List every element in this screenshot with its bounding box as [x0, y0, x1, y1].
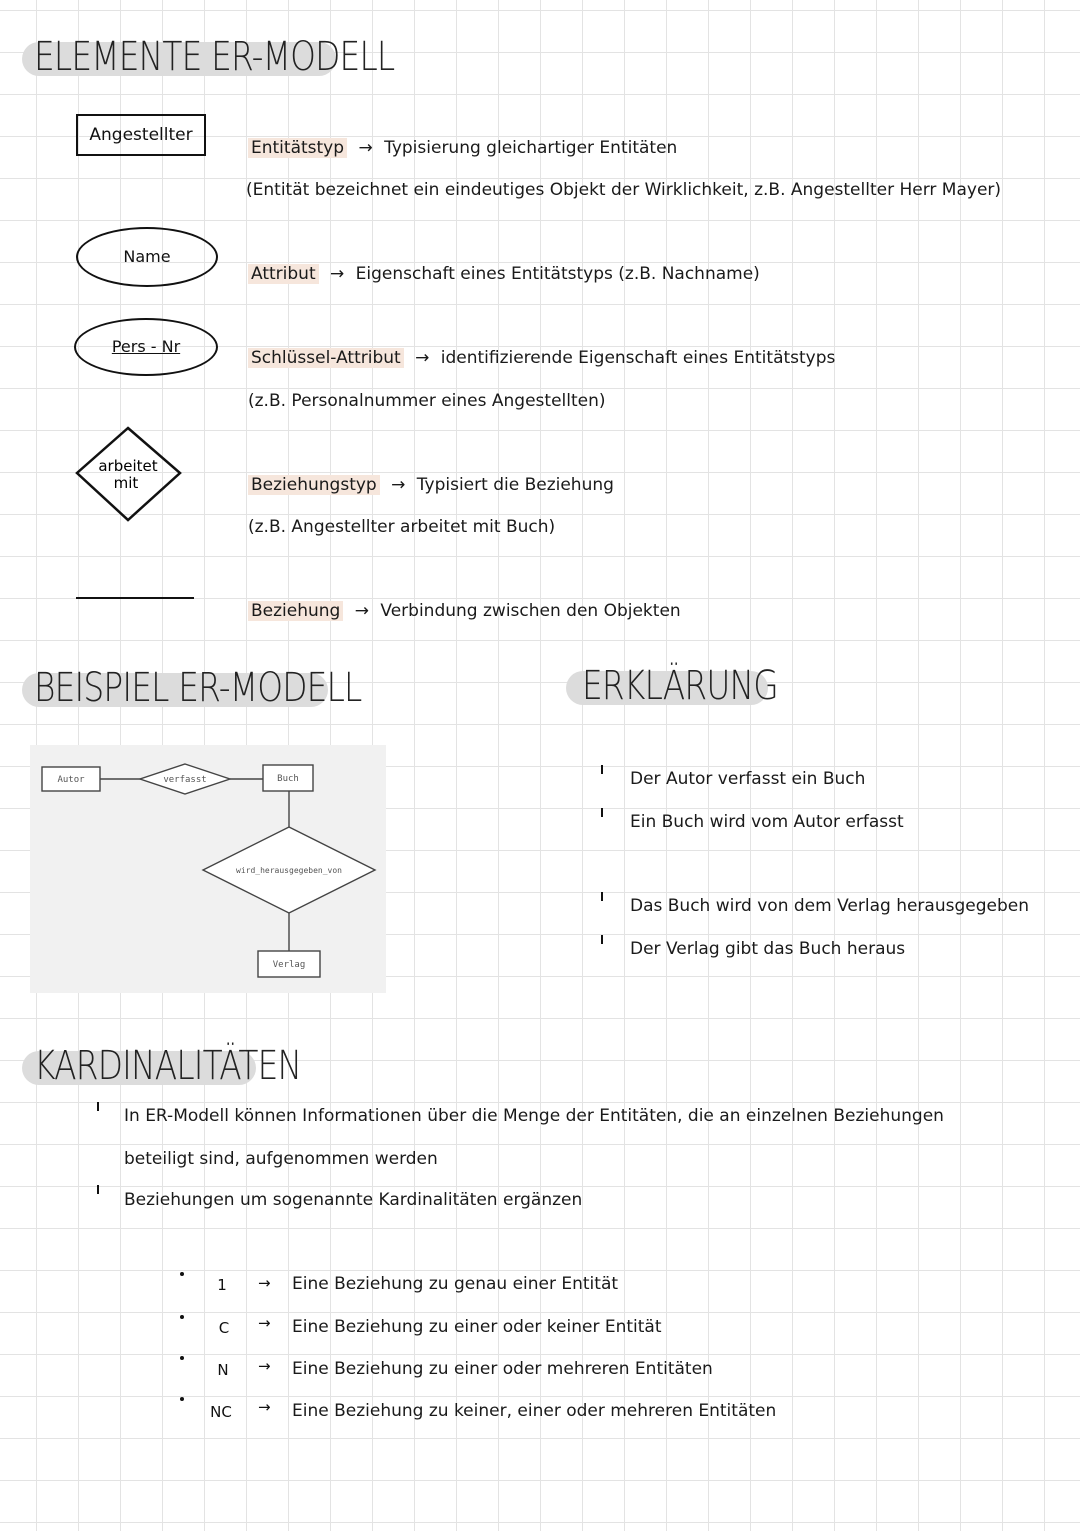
entity-symbol-label: Angestellter [89, 125, 193, 145]
cardinality-symbol: 1 [217, 1276, 227, 1294]
line-def: Verbindung zwischen den Objekten [380, 601, 681, 621]
cardinality-symbol: NC [210, 1403, 232, 1421]
entity-symbol [76, 114, 206, 156]
key-term: Schlüssel-Attribut [248, 348, 404, 368]
entity-note: (Entität bezeichnet ein eindeutiges Objekt der Wirklichkeit, z.B. Angestellter Herr Mayer) [246, 180, 1002, 200]
arrow: → [258, 1398, 271, 1416]
bullet-dot [180, 1315, 184, 1319]
cardinality-text: Eine Beziehung zu einer oder mehreren Entitäten [292, 1359, 713, 1379]
arrow: → [358, 138, 373, 158]
arrow: → [258, 1274, 271, 1292]
entity-term: Entitätstyp [248, 138, 347, 158]
attribute-symbol [76, 227, 218, 287]
explanation-item: Der Autor verfasst ein Buch [630, 769, 866, 789]
bullet-dash [601, 765, 603, 774]
relationship-symbol-line2: mit [113, 474, 139, 492]
line-definition [248, 601, 681, 621]
cardinality-text: Eine Beziehung zu genau einer Entität [292, 1274, 619, 1294]
line-term: Beziehung [248, 601, 343, 621]
key-note: (z.B. Personalnummer eines Angestellten) [248, 391, 606, 411]
entity-autor-label: Autor [57, 775, 85, 785]
relationship-verfasst-label: verfasst [163, 775, 207, 785]
bullet-dot [180, 1397, 184, 1401]
arrow: → [354, 601, 369, 621]
arrow: → [391, 475, 406, 495]
entity-def: Typisierung gleichartiger Entitäten [384, 138, 678, 158]
bullet-dash [601, 935, 603, 944]
arrow: → [258, 1357, 271, 1375]
heading-elemente: ELEMENTE ER-MODELL [34, 34, 395, 80]
explanation-item: Das Buch wird von dem Verlag herausgegeben [630, 896, 1029, 916]
er-diagram [30, 745, 386, 993]
bullet-dot [180, 1272, 184, 1276]
arrow: → [330, 264, 345, 284]
relationship-symbol [74, 426, 184, 522]
entity-buch-label: Buch [277, 774, 299, 784]
relationship-definition [248, 475, 614, 495]
explanation-item: Der Verlag gibt das Buch heraus [630, 939, 906, 959]
heading-beispiel: BEISPIEL ER-MODELL [34, 665, 362, 711]
relationship-symbol-line1: arbeitet [98, 457, 158, 475]
cardinality-symbol: N [217, 1361, 229, 1379]
relationship-note: (z.B. Angestellter arbeitet mit Buch) [248, 517, 556, 537]
attribute-def: Eigenschaft eines Entitätstyps (z.B. Nachname) [355, 264, 760, 284]
relationship-def: Typisiert die Beziehung [416, 475, 614, 495]
relationship-term: Beziehungstyp [248, 475, 380, 495]
key-definition [248, 348, 835, 368]
attribute-definition [248, 264, 760, 284]
key-def: identifizierende Eigenschaft eines Entitätstyps [440, 348, 836, 368]
attribute-term: Attribut [248, 264, 319, 284]
entity-definition [248, 138, 677, 158]
bullet-dash [601, 892, 603, 901]
bullet-dot [180, 1356, 184, 1360]
bullet-dash [97, 1102, 99, 1111]
key-attribute-symbol [74, 318, 218, 376]
arrow: → [415, 348, 430, 368]
cardinality-symbol: C [218, 1319, 230, 1337]
entity-verlag-label: Verlag [272, 960, 306, 970]
kardinalitaeten-intro-1: In ER-Modell können Informationen über die Menge der Entitäten, die an einzelnen Beziehungen [124, 1106, 944, 1126]
kardinalitaeten-intro-2: beteiligt sind, aufgenommen werden [124, 1149, 438, 1169]
bullet-dash [601, 808, 603, 817]
cardinality-text: Eine Beziehung zu einer oder keiner Entität [292, 1317, 662, 1337]
relationship-herausgegeben-label: wird_herausgegeben_von [236, 866, 342, 875]
key-attribute-symbol-label: Pers - Nr [111, 337, 181, 356]
heading-kardinalitaeten: KARDINALITÄTEN [34, 1043, 302, 1089]
explanation-item: Ein Buch wird vom Autor erfasst [630, 812, 904, 832]
line-symbol [76, 597, 194, 599]
attribute-symbol-label: Name [123, 247, 171, 266]
kardinalitaeten-intro-3: Beziehungen um sogenannte Kardinalitäten ergänzen [124, 1190, 583, 1210]
arrow: → [258, 1314, 271, 1332]
bullet-dash [97, 1185, 99, 1194]
cardinality-text: Eine Beziehung zu keiner, einer oder mehreren Entitäten [292, 1401, 777, 1421]
heading-erklaerung: ERKLÄRUNG [582, 663, 778, 709]
